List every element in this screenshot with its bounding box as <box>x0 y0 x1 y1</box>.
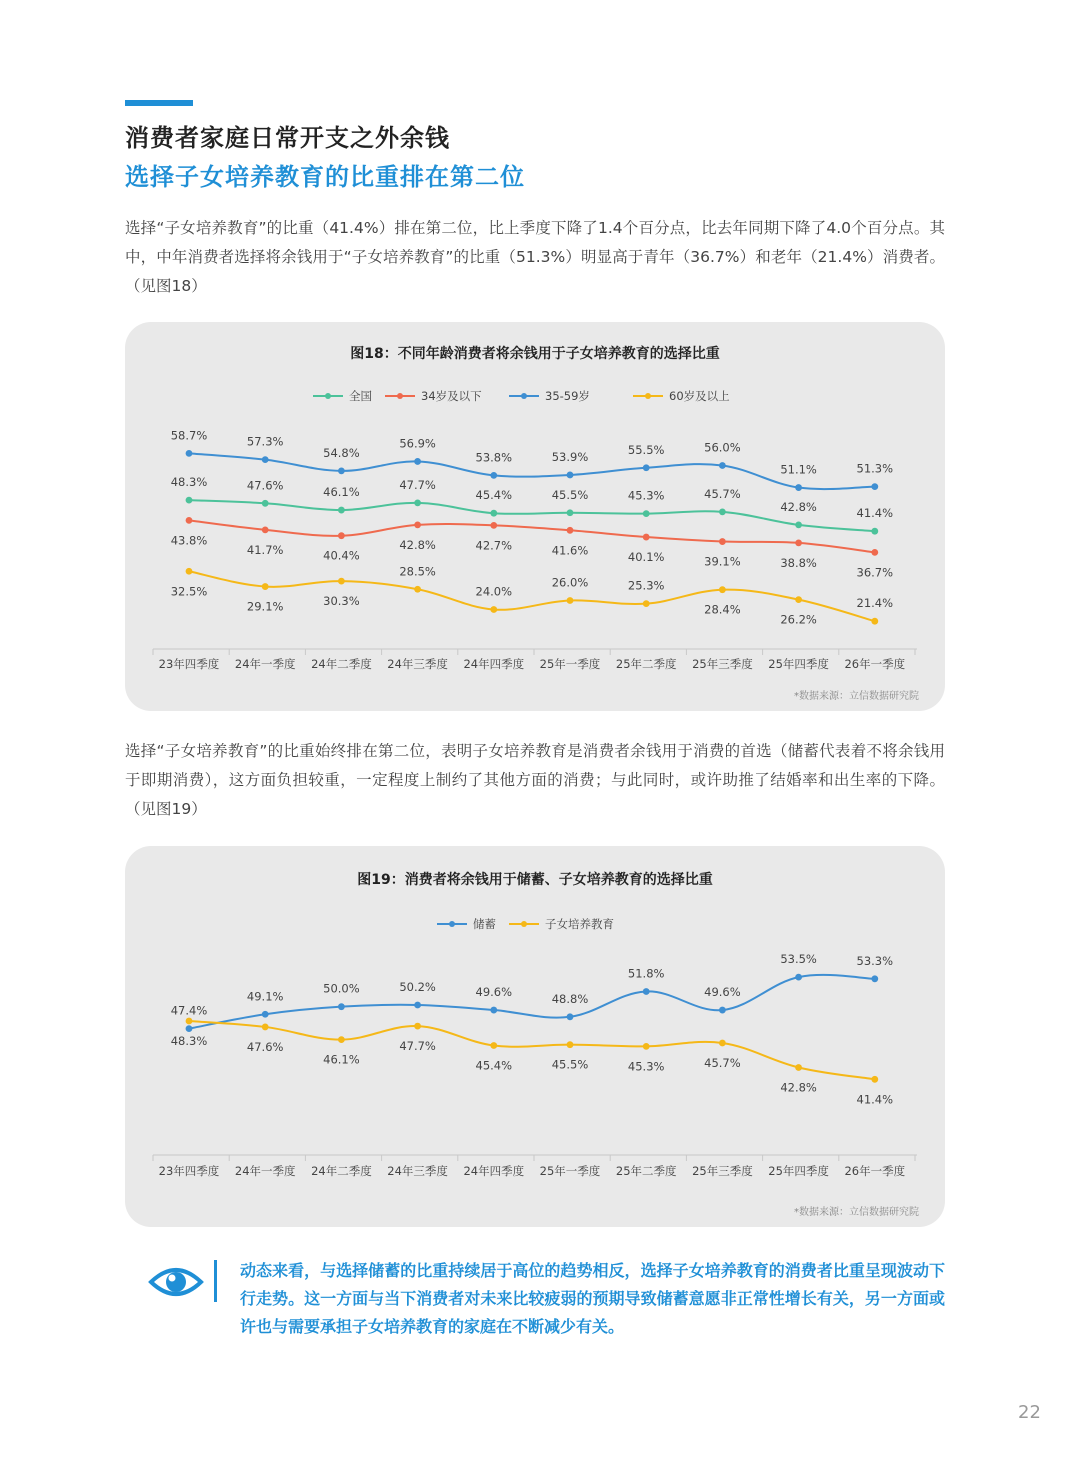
data-label: 48.8% <box>551 991 589 1006</box>
data-point <box>795 522 802 529</box>
data-label: 57.3% <box>246 434 284 449</box>
data-label: 53.3% <box>856 953 894 968</box>
data-label: 46.1% <box>323 1052 360 1067</box>
data-point <box>414 499 421 506</box>
data-point <box>490 606 497 613</box>
data-point <box>262 583 269 590</box>
data-point <box>795 596 802 603</box>
data-point <box>338 1036 345 1043</box>
data-point <box>643 510 650 517</box>
chart-title: 图18：不同年龄消费者将余钱用于子女培养教育的选择比重 <box>350 346 720 362</box>
x-tick-label: 26年一季度 <box>844 657 906 671</box>
legend-marker <box>449 921 455 927</box>
data-label: 53.5% <box>780 952 817 967</box>
page-subtitle: 选择子女培养教育的比重排在第二位 <box>125 163 525 191</box>
legend-label: 34岁及以下 <box>421 389 482 403</box>
data-label: 40.1% <box>627 550 665 565</box>
series-line <box>189 975 875 1029</box>
data-point <box>186 1018 193 1025</box>
data-label: 56.0% <box>704 440 741 455</box>
chart-fig19 <box>125 846 945 1227</box>
x-tick-label: 24年四季度 <box>463 657 525 671</box>
data-point <box>871 1076 878 1083</box>
data-point <box>795 484 802 491</box>
data-label: 47.6% <box>246 478 284 493</box>
x-tick-label: 24年二季度 <box>311 1164 372 1178</box>
x-tick-label: 25年二季度 <box>615 1164 677 1178</box>
data-label: 49.6% <box>704 985 741 1000</box>
data-point <box>719 1040 726 1047</box>
data-label: 26.0% <box>551 575 589 590</box>
x-tick-label: 25年一季度 <box>539 1164 601 1178</box>
data-point <box>643 534 650 541</box>
data-point <box>567 472 574 479</box>
data-label: 32.5% <box>170 584 208 599</box>
data-label: 47.4% <box>170 1003 208 1018</box>
data-point <box>186 568 193 575</box>
legend-marker <box>645 393 651 399</box>
data-point <box>186 450 193 457</box>
title-accent-bar <box>125 100 193 106</box>
x-tick-label: 23年四季度 <box>158 657 220 671</box>
data-point <box>414 1023 421 1030</box>
data-label: 45.7% <box>704 1055 741 1070</box>
data-label: 48.3% <box>170 1034 208 1049</box>
data-point <box>567 509 574 516</box>
data-label: 51.3% <box>856 461 894 476</box>
data-point <box>338 578 345 585</box>
data-point <box>643 464 650 471</box>
data-label: 45.4% <box>475 1058 513 1073</box>
series-line <box>189 571 875 621</box>
legend-marker <box>397 393 403 399</box>
data-label: 54.8% <box>323 445 360 460</box>
chart-card-fig18 <box>125 322 945 711</box>
x-tick-label: 23年四季度 <box>158 1164 220 1178</box>
data-label: 36.7% <box>856 565 894 580</box>
data-point <box>414 522 421 529</box>
data-point <box>567 1041 574 1048</box>
data-label: 48.3% <box>170 475 208 490</box>
data-point <box>871 528 878 535</box>
data-point <box>643 600 650 607</box>
data-label: 55.5% <box>627 442 665 457</box>
eye-icon <box>148 1262 204 1302</box>
data-point <box>719 1007 726 1014</box>
legend-marker <box>521 921 527 927</box>
data-label: 42.8% <box>780 1080 817 1095</box>
series-line <box>189 520 875 552</box>
data-label: 41.7% <box>246 542 284 557</box>
data-point <box>871 975 878 982</box>
x-tick-label: 24年二季度 <box>311 657 372 671</box>
data-point <box>795 974 802 981</box>
x-tick-label: 25年四季度 <box>768 1164 829 1178</box>
chart-source: *数据来源：立信数据研究院 <box>794 1207 919 1218</box>
data-point <box>643 1043 650 1050</box>
data-point <box>338 532 345 539</box>
x-tick-label: 26年一季度 <box>844 1164 906 1178</box>
data-point <box>262 500 269 507</box>
data-label: 58.7% <box>170 428 208 443</box>
data-point <box>643 988 650 995</box>
data-point <box>490 472 497 479</box>
data-label: 40.4% <box>323 548 360 563</box>
legend-marker <box>325 393 331 399</box>
x-tick-label: 25年一季度 <box>539 657 601 671</box>
data-label: 41.4% <box>856 506 894 521</box>
data-point <box>719 538 726 545</box>
page-number: 22 <box>1018 1402 1041 1423</box>
data-point <box>567 597 574 604</box>
data-point <box>186 1025 193 1032</box>
data-label: 45.4% <box>475 488 513 503</box>
data-point <box>186 497 193 504</box>
data-point <box>490 1042 497 1049</box>
data-label: 45.5% <box>551 487 589 502</box>
data-point <box>186 517 193 524</box>
data-label: 49.6% <box>475 985 513 1000</box>
data-label: 42.8% <box>780 499 817 514</box>
legend-label: 储蓄 <box>473 917 496 931</box>
data-point <box>871 618 878 625</box>
data-label: 28.5% <box>399 564 436 579</box>
data-label: 51.1% <box>780 462 817 477</box>
x-tick-label: 24年三季度 <box>387 1164 448 1178</box>
data-point <box>719 586 726 593</box>
data-point <box>490 522 497 529</box>
x-tick-label: 25年二季度 <box>615 657 677 671</box>
data-point <box>338 468 345 475</box>
data-label: 45.7% <box>704 486 741 501</box>
chart-fig18 <box>125 322 945 711</box>
data-label: 56.9% <box>399 436 436 451</box>
data-label: 51.8% <box>627 966 665 981</box>
data-point <box>871 483 878 490</box>
legend-label: 35-59岁 <box>545 389 590 403</box>
series-line <box>189 1021 875 1079</box>
data-point <box>414 458 421 465</box>
data-point <box>719 462 726 469</box>
data-label: 43.8% <box>170 533 208 548</box>
data-label: 26.2% <box>780 612 817 627</box>
data-label: 42.7% <box>475 538 513 553</box>
chart-title: 图19：消费者将余钱用于储蓄、子女培养教育的选择比重 <box>357 872 713 888</box>
data-label: 25.3% <box>627 578 665 593</box>
data-label: 41.4% <box>856 1092 894 1107</box>
data-label: 49.1% <box>246 989 284 1004</box>
data-label: 45.3% <box>627 1059 665 1074</box>
data-label: 47.7% <box>399 1039 436 1054</box>
data-label: 24.0% <box>475 584 513 599</box>
data-label: 50.0% <box>323 981 360 996</box>
data-label: 45.5% <box>551 1057 589 1072</box>
callout-text: 动态来看，与选择储蓄的比重持续居于高位的趋势相反，选择子女培养教育的消费者比重呈现波动下行走势。这一方面与当下消费者对未来比较疲弱的预期导致储蓄意愿非正常性增长有关，另一方面或许也与需要承担子女培养教育的家庭在不断减少有关。 <box>240 1261 945 1336</box>
data-point <box>795 540 802 547</box>
intro-paragraph: 选择“子女培养教育”的比重（41.4%）排在第二位，比上季度下降了1.4个百分点，比去年同期下降了4.0个百分点。其中，中年消费者选择将余钱用于“子女培养教育”的比重（51.3%）明显高于青年（36.7%）和老年（21.4%）消费者。（见图18） <box>125 219 945 295</box>
data-point <box>795 1064 802 1071</box>
data-label: 47.7% <box>399 477 436 492</box>
legend-label: 60岁及以上 <box>669 389 730 403</box>
data-point <box>262 1011 269 1018</box>
data-label: 29.1% <box>246 599 284 614</box>
data-point <box>414 586 421 593</box>
data-label: 38.8% <box>780 555 817 570</box>
data-label: 45.3% <box>627 488 665 503</box>
data-point <box>262 456 269 463</box>
chart-source: *数据来源：立信数据研究院 <box>794 691 919 702</box>
data-label: 21.4% <box>856 596 894 611</box>
data-point <box>338 1003 345 1010</box>
data-point <box>567 527 574 534</box>
callout-divider <box>214 1260 217 1302</box>
data-point <box>871 549 878 556</box>
data-point <box>338 507 345 514</box>
data-label: 30.3% <box>323 594 360 609</box>
legend-label: 全国 <box>349 389 372 403</box>
x-tick-label: 25年三季度 <box>692 657 753 671</box>
data-label: 42.8% <box>399 537 436 552</box>
data-label: 47.6% <box>246 1039 284 1054</box>
data-label: 39.1% <box>704 554 741 569</box>
data-point <box>414 1002 421 1009</box>
chart-card-fig19 <box>125 846 945 1227</box>
data-label: 28.4% <box>704 602 741 617</box>
data-point <box>567 1013 574 1020</box>
data-point <box>490 1007 497 1014</box>
data-label: 50.2% <box>399 979 436 994</box>
data-point <box>719 508 726 515</box>
x-tick-label: 25年四季度 <box>768 657 829 671</box>
data-label: 53.9% <box>551 449 589 464</box>
data-label: 46.1% <box>323 485 360 500</box>
data-point <box>262 526 269 533</box>
data-label: 41.6% <box>551 543 589 558</box>
analysis-paragraph: 选择“子女培养教育”的比重始终排在第二位，表明子女培养教育是消费者余钱用于消费的首选（储蓄代表着不将余钱用于即期消费），这方面负担较重，一定程度上制约了其他方面的消费；与此同时，或许助推了结婚率和出生率的下降。（见图19） <box>125 742 945 818</box>
page-title: 消费者家庭日常开支之外余钱 <box>125 124 450 152</box>
x-tick-label: 24年一季度 <box>234 657 296 671</box>
legend-label: 子女培养教育 <box>545 917 614 931</box>
legend-marker <box>521 393 527 399</box>
data-point <box>490 510 497 517</box>
x-tick-label: 24年三季度 <box>387 657 448 671</box>
data-point <box>262 1024 269 1031</box>
x-tick-label: 24年一季度 <box>234 1164 296 1178</box>
x-tick-label: 25年三季度 <box>692 1164 753 1178</box>
x-tick-label: 24年四季度 <box>463 1164 525 1178</box>
series-line <box>189 453 875 489</box>
data-label: 53.8% <box>475 450 513 465</box>
